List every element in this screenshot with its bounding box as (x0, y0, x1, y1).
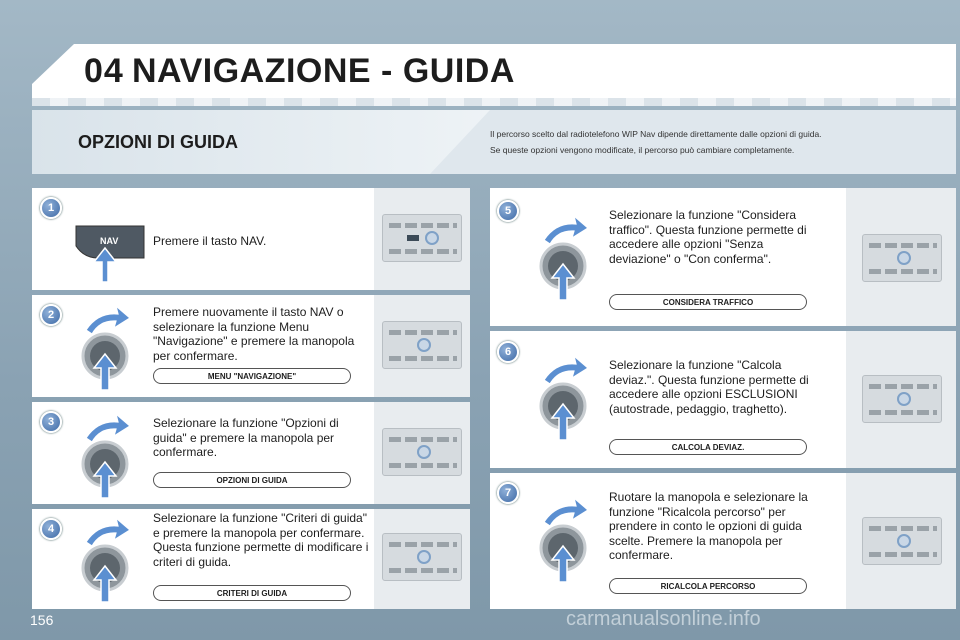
radio-photo (846, 331, 956, 468)
step-text-1: Premere il tasto NAV. (153, 234, 267, 248)
radio-photo (846, 188, 956, 326)
header-stripe (32, 98, 956, 106)
step-badge-6: 6 (497, 341, 519, 363)
rotary-knob-icon (78, 410, 134, 498)
chapter-number: 04 (84, 52, 124, 90)
radio-photo (846, 473, 956, 609)
step-text-4: Selezionare la funzione "Criteri di guida" e premere la manopola per confermare. Questa funzione permette di modificare i criteri di guida. (153, 511, 369, 569)
rotary-knob-icon (78, 514, 134, 602)
step-badge-1: 1 (40, 197, 62, 219)
radio-photo (374, 188, 470, 290)
rotary-knob-icon (536, 212, 592, 300)
page-number: 156 (30, 612, 54, 628)
radio-panel (862, 375, 942, 423)
step-text-3: Selezionare la funzione "Opzioni di guida" e premere la manopola per confermare. (153, 416, 339, 459)
chapter-title: NAVIGAZIONE - GUIDA (132, 52, 515, 90)
step-badge-3: 3 (40, 411, 62, 433)
step-badge-4: 4 (40, 518, 62, 540)
radio-photo (374, 509, 470, 609)
menu-pill-ricalcola-percorso: RICALCOLA PERCORSO (609, 578, 807, 594)
menu-pill-considera-traffico: CONSIDERA TRAFFICO (609, 294, 807, 310)
nav-key-icon (74, 218, 150, 284)
menu-pill-criteri-di-guida: CRITERI DI GUIDA (153, 585, 351, 601)
step-badge-2: 2 (40, 304, 62, 326)
rotary-knob-icon (78, 302, 134, 390)
step-text-6: Selezionare la funzione "Calcola deviaz.". Questa funzione permette di accedere alle opzioni ESCLUSIONI (autostrade, pedaggio, traghetto). (609, 358, 809, 416)
section-note (490, 126, 930, 158)
radio-photo (374, 295, 470, 397)
step-text-2: Premere nuovamente il tasto NAV o selezionare la funzione Menu "Navigazione" e premere la manopola per confermare. (153, 305, 355, 363)
radio-panel (382, 214, 462, 262)
nav-key-label: NAV (100, 236, 119, 246)
radio-panel (862, 517, 942, 565)
step-text-7: Ruotare la manopola e selezionare la funzione "Ricalcola percorso" per prendere in conto le opzioni di guida scelte. Premere la manopola per confermare. (609, 490, 808, 562)
menu-pill-navigazione: MENU "NAVIGAZIONE" (153, 368, 351, 384)
menu-pill-opzioni-di-guida: OPZIONI DI GUIDA (153, 472, 351, 488)
radio-photo (374, 402, 470, 504)
menu-pill-calcola-deviaz: CALCOLA DEVIAZ. (609, 439, 807, 455)
step-text-5: Selezionare la funzione "Considera traffico". Questa funzione permette di accedere alle opzioni "Senza deviazione" o "Con conferma". (609, 208, 807, 266)
radio-panel (382, 533, 462, 581)
section-title: OPZIONI DI GUIDA (78, 132, 239, 152)
step-badge-5: 5 (497, 200, 519, 222)
section-note-line: Se queste opzioni vengono modificate, il percorso può cambiare completamente. (490, 145, 795, 155)
watermark: carmanualsonline.info (566, 608, 761, 630)
section-note-line: Il percorso scelto dal radiotelefono WIP Nav dipende direttamente dalle opzioni di guida. (490, 129, 822, 139)
radio-panel (862, 234, 942, 282)
radio-panel (382, 428, 462, 476)
rotary-knob-icon (536, 494, 592, 582)
step-badge-7: 7 (497, 482, 519, 504)
radio-panel (382, 321, 462, 369)
rotary-knob-icon (536, 352, 592, 440)
